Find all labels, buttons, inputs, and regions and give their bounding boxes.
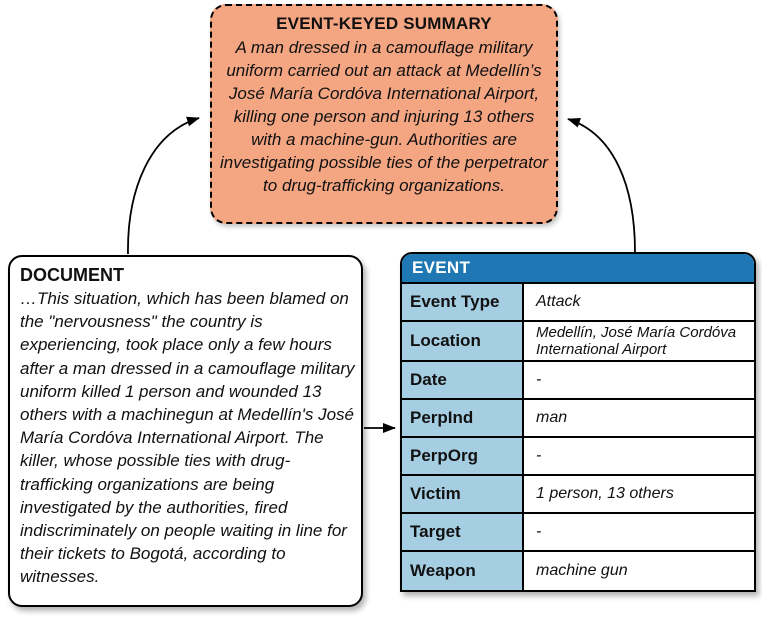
event-row-victim [402,476,754,514]
row-key: Target [402,514,524,550]
arrow-document-to-summary [128,118,199,254]
summary-title: EVENT-KEYED SUMMARY [276,14,492,33]
event-table-title: EVENT [402,254,754,284]
row-key: Date [402,362,524,398]
event-row-event-type [402,284,754,322]
event-row-target [402,514,754,552]
row-key: PerpInd [402,400,524,436]
row-key: Weapon [402,552,524,590]
event-row-location [402,322,754,362]
document-title: DOCUMENT [20,265,124,285]
row-key: Location [402,322,524,360]
row-value: - [536,523,542,540]
row-key: Victim [402,476,524,512]
row-value: Medellín, José María Cordóva International Airport [536,324,737,358]
row-value: - [536,447,542,464]
row-value: - [536,371,542,388]
event-row-perpind [402,400,754,438]
event-row-weapon [402,552,754,590]
summary-text: A man dressed in a camouflage military uniform carried out an attack at Medellín’s José María Cordóva International Airport, killing one person and injuring 13 others with a machine-gun. Authorities are investigating possible ties of the perpetrator to drug-trafficking organizations. [220,38,548,195]
event-row-perporg [402,438,754,476]
document-box [8,255,363,607]
row-value: 1 person, 13 others [536,485,674,502]
row-value: machine gun [536,562,628,579]
document-text: …This situation, which has been blamed on the "nervousness" the country is experiencing, took place only a few hours after a man dressed in a camouflage military uniform killed 1 person and wounded 13 others with a machinegun at Medellín's José María Cordóva International Airport. The killer, whose possible ties with drug-trafficking organizations are being investigated by the authorities, fired indiscriminately on people waiting in line for their tickets to Bogotá, according to witnesses. [20,289,355,587]
arrow-event-to-summary [568,119,635,252]
row-value: Attack [536,293,581,310]
row-key: PerpOrg [402,438,524,474]
event-row-date [402,362,754,400]
summary-box [210,4,558,224]
event-table [400,252,756,592]
row-key: Event Type [402,284,524,320]
row-value: man [536,409,568,426]
